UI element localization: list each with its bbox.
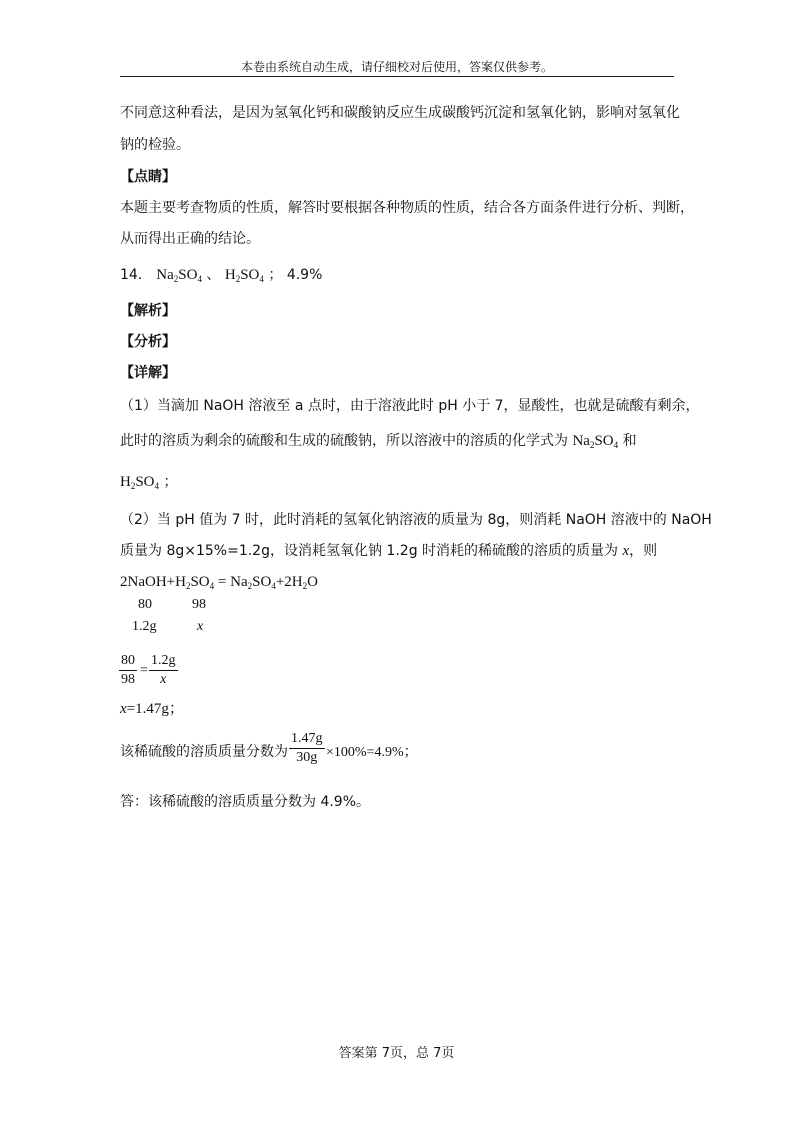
question-number: 14． bbox=[120, 267, 152, 283]
paragraph-line: 钠的检验。 bbox=[120, 137, 190, 153]
answer-percent: 4.9% bbox=[286, 267, 323, 283]
paragraph-line: 不同意这种看法，是因为氢氧化钙和碳酸钠反应生成碳酸钙沉淀和氢氧化钠，影响对氢氧化 bbox=[120, 105, 680, 121]
fraction-mass-x: $\frac{1.2g}{x}$ bbox=[151, 653, 176, 687]
fraction-80-98: $\frac{80}{98}$ bbox=[121, 653, 135, 687]
paragraph-line: （2）当 pH 值为 7 时，此时消耗的氢氧化钠溶液的质量为 8g，则消耗 NaOH 溶液中的 NaOH bbox=[120, 512, 712, 528]
concentration-line: 该稀硫酸的溶质质量分数为 bbox=[120, 744, 288, 760]
question-14-answer: 14． $Na_2SO_4$ 、 $H_2SO_4$ ； 4.9% bbox=[120, 267, 323, 284]
paragraph-line: 从而得出正确的结论。 bbox=[120, 231, 260, 247]
section-heading-fenxi: 【分析】 bbox=[120, 334, 176, 350]
formula-h2so4: $H_2SO_4$ bbox=[224, 267, 264, 284]
paragraph-line: 此时的溶质为剩余的硫酸和生成的硫酸钠，所以溶液中的溶质的化学式为 $Na_2SO_4$ 和 bbox=[120, 433, 637, 450]
page-footer: 答案第 7页，总 7页 bbox=[338, 1046, 455, 1061]
paragraph-line: 质量为 8g×15%=1.2g，设消耗氢氧化钠 1.2g 时消耗的稀硫酸的溶质的质量为 x，则 bbox=[120, 543, 658, 559]
result-line: x=1.47g； bbox=[120, 701, 184, 717]
section-heading-dianjing: 【点睛】 bbox=[120, 169, 176, 185]
page-header: 本卷由系统自动生成，请仔细校对后使用，答案仅供参考。 bbox=[240, 60, 553, 74]
final-answer: 答：该稀硫酸的溶质质量分数为 4.9%。 bbox=[120, 794, 371, 810]
formula-na2so4: $Na_2SO_4$ bbox=[572, 433, 619, 450]
section-heading-jiexi: 【解析】 bbox=[120, 303, 176, 319]
section-heading-xiangjie: 【详解】 bbox=[120, 365, 176, 381]
formula-h2so4: $H_2SO_4$ bbox=[120, 474, 160, 491]
chemical-equation: $2NaOH+H_2SO_4 = Na_2SO_4+2H_2O$ bbox=[120, 574, 318, 591]
paragraph-line: 本题主要考查物质的性质，解答时要根据各种物质的性质，结合各方面条件进行分析、判断， bbox=[120, 200, 694, 216]
paragraph-line: （1）当滴加 NaOH 溶液至 a 点时，由于溶液此时 pH 小于 7，显酸性，也就是硫酸有剩余， bbox=[120, 398, 700, 414]
concentration-result: ×100%=4.9%； bbox=[326, 745, 418, 760]
unknown-x: x bbox=[197, 619, 204, 634]
mass-naoh: 1.2g bbox=[132, 619, 157, 634]
paragraph-line: $H_2SO_4$ ； bbox=[120, 474, 178, 491]
molar-mass-naoh: 80 bbox=[138, 597, 152, 612]
formula-na2so4: $Na_2SO_4$ bbox=[156, 267, 202, 284]
molar-mass-h2so4: 98 bbox=[192, 597, 206, 612]
fraction-concentration: $\frac{1.47g}{30g}$ bbox=[291, 731, 323, 765]
separator: 、 bbox=[206, 267, 221, 283]
header-divider bbox=[120, 76, 674, 77]
